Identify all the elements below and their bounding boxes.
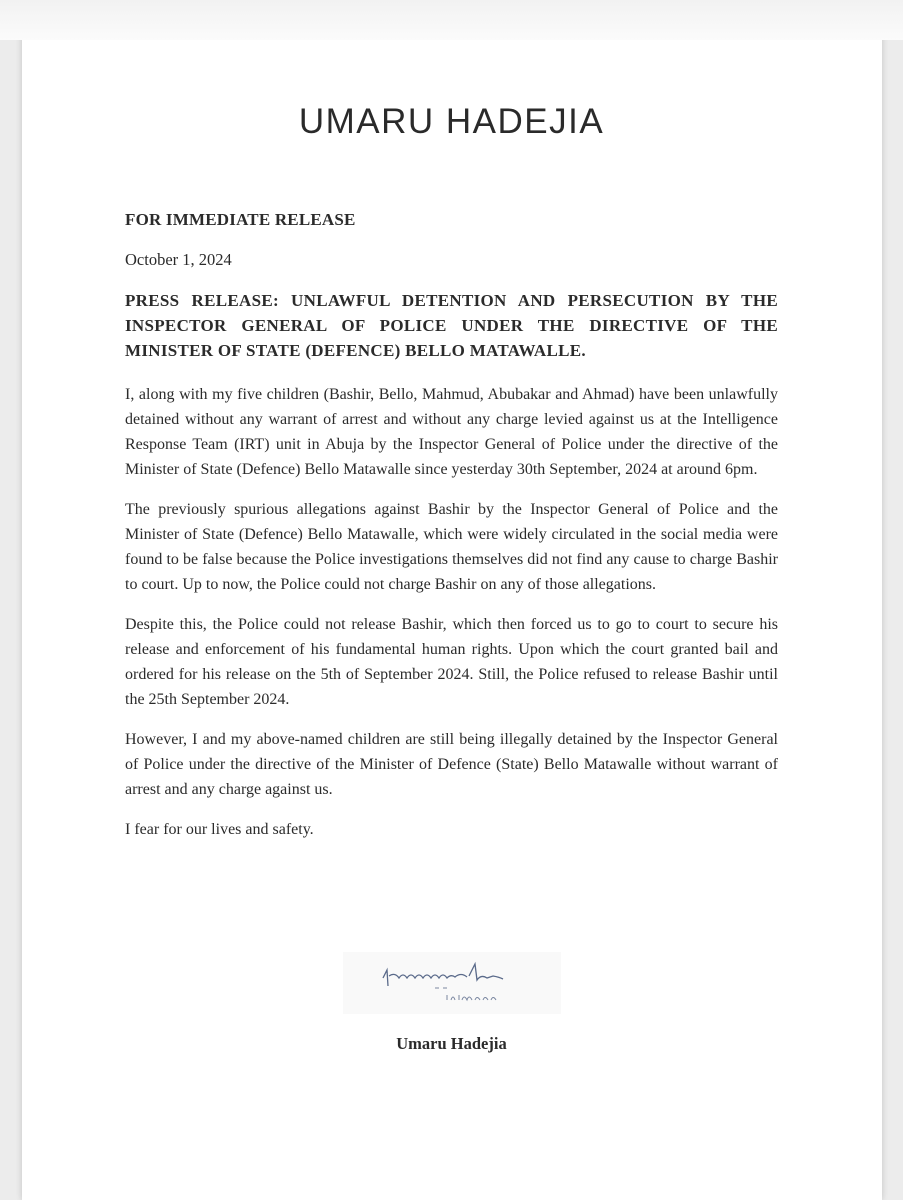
- page-top-shade: [0, 0, 903, 40]
- letterhead-name: UMARU HADEJIA: [298, 102, 605, 141]
- closing-paragraph: I fear for our lives and safety.: [125, 821, 314, 838]
- handwritten-signature: [343, 952, 561, 1014]
- release-label: FOR IMMEDIATE RELEASE: [125, 210, 356, 229]
- document-body: [125, 210, 778, 857]
- body-paragraph: However, I and my above-named children are still being illegally detained by the Inspector General of Police under the directive of the Minister of Defence (State) Bello Matawalle without warrant of arrest and any charge against us.: [125, 731, 778, 798]
- press-release-headline: PRESS RELEASE: UNLAWFUL DETENTION AND PERSECUTION BY THE INSPECTOR GENERAL OF POLICE UNDER THE DIRECTIVE OF THE MINISTER OF STATE (DEFENCE) BELLO MATAWALLE.: [125, 291, 778, 360]
- release-date: October 1, 2024: [125, 250, 232, 269]
- body-paragraph: The previously spurious allegations against Bashir by the Inspector General of Police and the Minister of State (Defence) Bello Matawalle, which were widely circulated in the social media were found to be false because the Police investigations themselves did not find any cause to charge Bashir to court. Up to now, the Police could not charge Bashir on any of those allegations.: [125, 501, 778, 593]
- signature-image: [343, 952, 561, 1014]
- body-paragraph: I, along with my five children (Bashir, Bello, Mahmud, Abubakar and Ahmad) have been unlawfully detained without any warrant of arrest and without any charge levied against us at the Intelligence Response Team (IRT) unit in Abuja by the Inspector General of Police under the directive of the Minister of State (Defence) Bello Matawalle since yesterday 30th September, 2024 at around 6pm.: [125, 386, 778, 478]
- body-paragraph: Despite this, the Police could not release Bashir, which then forced us to go to court to secure his release and enforcement of his fundamental human rights. Upon which the court granted bail and ordered for his release on the 5th of September 2024. Still, the Police refused to release Bashir until the 25th September 2024.: [125, 616, 778, 708]
- signatory-name: Umaru Hadejia: [396, 1034, 507, 1053]
